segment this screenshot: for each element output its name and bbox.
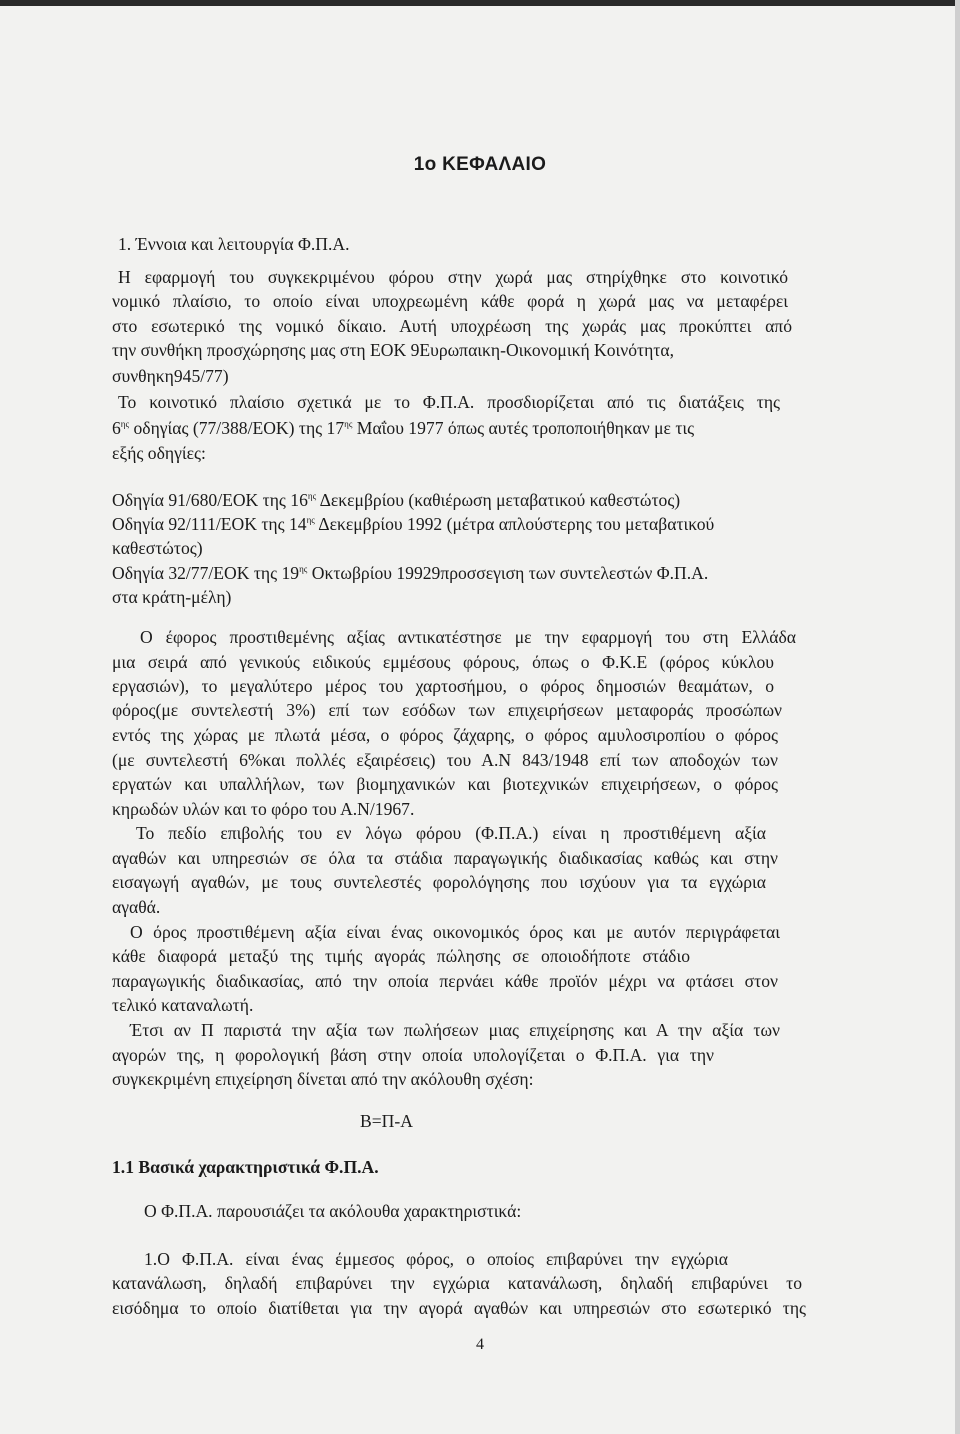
paragraph-line: $6^{\eta\varsigma}$ οδηγίας (77/388/ΕΟΚ) της $17^{\eta\varsigma}$ Μαΐου 1977 όπως αυτές τροποποιήθηκαν με τις [112, 418, 695, 438]
paragraph-line: Το πεδίο επιβολής του εν λόγω φόρου (Φ.Π.Α.) είναι η προστιθέμενη αξία [136, 823, 766, 843]
paragraph-line: κάθε διαφορά μεταξύ της τιμής αγοράς πώλησης σε οποιοδήποτε στάδιο [112, 946, 690, 966]
paragraph-line: φόρος(με συντελεστή 3%) επί των εσόδων των επιχειρήσεων μεταφοράς προσώπων [112, 700, 782, 720]
paragraph-line: (με συντελεστή 6%και πολλές εξαιρέσεις) του Α.Ν 843/1948 επί των αποδοχών των [112, 750, 778, 770]
paragraph-line: εργατών και υπαλλήλων, των βιομηχανικών και βιοτεχνικών επιχειρήσεων, ο φόρος [112, 774, 778, 794]
directive-item: Οδηγία 92/111/ΕΟΚ της $14^{\eta\varsigma}$ Δεκεμβρίου 1992 (μέτρα απλούστερης του μεταβατικού [112, 514, 715, 534]
formula: Β=Π-Α [360, 1111, 413, 1131]
directive-item-continued: καθεστώτος) [112, 538, 203, 558]
paragraph-line: εισαγωγή αγαθών, με τους συντελεστές φορολόγησης που ισχύουν για τα εγχώρια [112, 872, 766, 892]
paragraph-line: στο εσωτερικό της νομικό δίκαιο. Αυτή υποχρέωση της χωράς μας προκύπτει από [112, 316, 792, 336]
paragraph-line: εντός της χώρας με πλωτά μέσα, ο φόρος ζάχαρης, ο φόρος αμυλοσιροπίου ο φόρος [112, 725, 778, 745]
paragraph-line: συνθηκη945/77) [112, 366, 229, 386]
paragraph-line: εργασιών), το μεγαλύτερο μέρος του χαρτοσήμου, ο φόρος δημοσιών θεαμάτων, ο [112, 676, 774, 696]
paragraph-line: κατανάλωση, δηλαδή επιβαρύνει την εγχώρια κατανάλωση, δηλαδή επιβαρύνει το [112, 1273, 802, 1293]
scan-top-edge [0, 0, 960, 6]
paragraph-line: τελικό καταναλωτή. [112, 995, 254, 1015]
paragraph-line: συγκεκριμένη επιχείρηση δίνεται από την ακόλουθη σχέση: [112, 1069, 534, 1089]
paragraph-line: 1.Ο Φ.Π.Α. είναι ένας έμμεσος φόρος, ο οποίος επιβαρύνει την εγχώρια [144, 1249, 728, 1269]
paragraph-line: αγορών της, η φορολογική βάση στην οποία υπολογίζεται ο Φ.Π.Α. για την [112, 1045, 714, 1065]
paragraph-line: κηρωδών υλών και το φόρο του Α.Ν/1967. [112, 799, 415, 819]
section-heading-1: 1. Έννοια και λειτουργία Φ.Π.Α. [118, 234, 350, 254]
scan-right-edge [955, 0, 960, 1434]
paragraph-line: Έτσι αν Π παριστά την αξία των πωλήσεων μιας επιχείρησης και Α την αξία των [130, 1020, 780, 1040]
paragraph-line: την συνθήκη προσχώρησης μας στη ΕΟΚ 9Ευρωπαικη-Οικονομική Κοινότητα, [112, 340, 674, 360]
paragraph-line: εξής οδηγίες: [112, 443, 206, 463]
paragraph-line: αγαθών και υπηρεσιών σε όλα τα στάδια παραγωγικής διαδικασίας καθώς και στην [112, 848, 778, 868]
paragraph-line: παραγωγικής διαδικασίας, από την οποία περνάει κάθε προϊόν μέχρι να φτάσει στον [112, 971, 778, 991]
paragraph-line: αγαθά. [112, 897, 161, 917]
chapter-title: 1ο ΚΕΦΑΛΑΙΟ [413, 154, 547, 175]
paragraph-line: Το κοινοτικό πλαίσιο σχετικά με το Φ.Π.Α. προσδιορίζεται από τις διατάξεις της [118, 392, 780, 412]
paragraph-line: νομικό πλαίσιο, το οποίο είναι υποχρεωμένη κάθε φορά η χωρά μας να μεταφέρει [112, 291, 788, 311]
paragraph-line: Ο Φ.Π.Α. παρουσιάζει τα ακόλουθα χαρακτηριστικά: [144, 1201, 522, 1221]
section-heading-1-1: 1.1 Βασικά χαρακτηριστικά Φ.Π.Α. [112, 1157, 379, 1177]
paragraph-line: Ο όρος προστιθέμενη αξία είναι ένας οικονομικός όρος και με αυτόν περιγράφεται [130, 922, 780, 942]
directive-item-continued: στα κράτη-μέλη) [112, 587, 232, 607]
directive-item: Οδηγία 32/77/ΕΟΚ της $19^{\eta\varsigma}$ Οκτωβρίου 19929προσσεγιση των συντελεστών Φ.Π.Α. [112, 563, 709, 583]
page-number: 4 [476, 1336, 484, 1353]
paragraph-line: εισόδημα το οποίο διατίθεται για την αγορά αγαθών και υπηρεσιών στο εσωτερικό της [112, 1298, 806, 1318]
paragraph-line: μια σειρά από γενικούς ειδικούς εμμέσους φόρους, όπως ο Φ.Κ.Ε (φόρος κύκλου [112, 652, 774, 672]
paragraph-line: Ο έφορος προστιθεμένης αξίας αντικατέστησε με την εφαρμογή του στη Ελλάδα [140, 627, 796, 647]
directive-item: Οδηγία 91/680/ΕΟΚ της $16^{\eta\varsigma}$ Δεκεμβρίου (καθιέρωση μεταβατικού καθεστώτος) [112, 490, 681, 510]
paragraph-line: Η εφαρμογή του συγκεκριμένου φόρου στην χωρά μας στηρίχθηκε στο κοινοτικό [118, 267, 788, 287]
